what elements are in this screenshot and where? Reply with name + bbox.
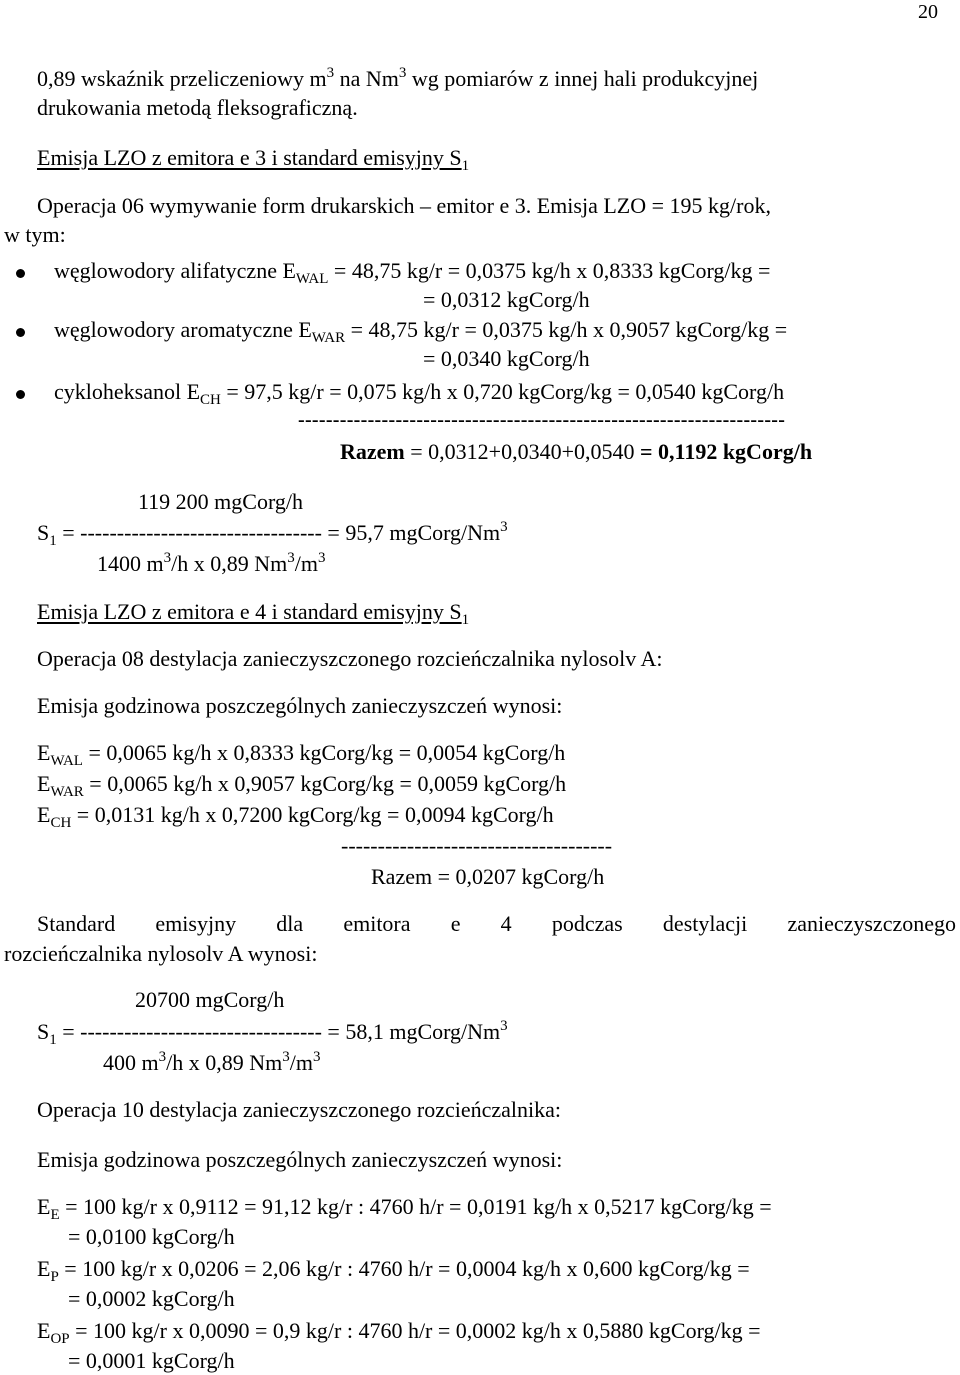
row-e-result: = 0,0100 kgCorg/h <box>68 1224 235 1249</box>
row-op-result: = 0,0001 kgCorg/h <box>68 1348 235 1373</box>
row-wal: $E_{WAL} = 0,0065$ kg/h x 0,8333 kgCorg/kg = 0,0054 kgCorg/h <box>37 740 566 769</box>
section-heading-e3: Emisja LZO z emitora e 3 i standard emisyjny $S_1$ <box>37 145 470 174</box>
fraction-line: $S_1$ = --------------------------------- = 95,7 mgCorg/Nm$^3$ <box>37 519 508 549</box>
hourly-emission-label: Emisja godzinowa poszczególnych zanieczyszczeń wynosi: <box>37 693 563 718</box>
item-war-result: = 0,0340 kgCorg/h <box>423 346 590 371</box>
fraction-numerator: 20700 mgCorg/h <box>135 987 285 1012</box>
row-op: $E_{OP} = 100$ kg/r x 0,0090 = 0,9 kg/r : 4760 h/r = 0,0002 kg/h x 0,5880 kgCorg/kg = <box>37 1318 761 1347</box>
intro-line-1: 0,89 wskaźnik przeliczeniowy $m^3$ na Nm$^3$ wg pomiarów z innej hali produkcyjnej <box>37 65 759 91</box>
hourly-emission-label: Emisja godzinowa poszczególnych zanieczyszczeń wynosi: <box>37 1147 563 1172</box>
page-number: 20 <box>918 1 938 23</box>
fraction-denominator: 1400 $m^3/h$ x 0,89 $Nm^3/m^3$ <box>97 550 326 576</box>
item-war: węglowodory aromatyczne $E_{WAR} = 48,75$ kg/r = 0,0375 kg/h x 0,9057 kgCorg/kg = <box>54 317 788 346</box>
section-heading-e4: Emisja LZO z emitora e 4 i standard emisyjny $S_1$ <box>37 599 470 628</box>
fraction-numerator: 119 200 mgCorg/h <box>138 489 304 514</box>
operation-06: Operacja 06 wymywanie form drukarskich – emitor e 3. Emisja LZO = 195 kg/rok, <box>37 193 771 218</box>
bullet-icon <box>16 390 25 399</box>
operation-08: Operacja 08 destylacja zanieczyszczonego rozcieńczalnika nylosolv A: <box>37 646 663 671</box>
fraction-line: $S_1$ = --------------------------------- = 58,1 mgCorg/Nm$^3$ <box>37 1018 508 1048</box>
item-ch: cykloheksanol $E_{CH} = 97,5$ kg/r = 0,075 kg/h x 0,720 kgCorg/kg = 0,0540 kgCorg/h <box>54 379 785 408</box>
item-wal: węglowodory alifatyczne $E_{WAL} = 48,75$ kg/r = 0,0375 kg/h x 0,8333 kgCorg/kg = <box>54 258 771 287</box>
sum-e3: Razem = 0,0312+0,0340+0,0540 = 0,1192 kgCorg/h <box>340 439 813 464</box>
fraction-denominator: 400 $m^3/h$ x 0,89 $Nm^3/m^3$ <box>103 1049 321 1075</box>
sum-divider: ---------------------------------------------------------------------- <box>298 409 786 431</box>
row-ch: $E_{CH} = 0,0131$ kg/h x 0,7200 kgCorg/kg = 0,0094 kgCorg/h <box>37 802 554 831</box>
sum-divider: ------------------------------------- <box>341 833 613 858</box>
row-p: $E_P = 100$ kg/r x 0,0206 = 2,06 kg/r : 4760 h/r = 0,0004 kg/h x 0,600 kgCorg/kg = <box>37 1256 750 1285</box>
including-label: w tym: <box>4 222 66 247</box>
operation-10: Operacja 10 destylacja zanieczyszczonego rozcieńczalnika: <box>37 1097 562 1122</box>
row-e: $E_E = 100$ kg/r x 0,9112 = 91,12 kg/r : 4760 h/r = 0,0191 kg/h x 0,5217 kgCorg/kg = <box>37 1194 772 1223</box>
standard-line-1: Standard emisyjny dla emitora e 4 podczas destylacji zanieczyszczonego <box>37 911 956 936</box>
intro-line-2: drukowania metodą fleksograficzną. <box>37 95 358 120</box>
row-p-result: = 0,0002 kgCorg/h <box>68 1286 235 1311</box>
standard-line-2: rozcieńczalnika nylosolv A wynosi: <box>4 941 318 966</box>
item-wal-result: = 0,0312 kgCorg/h <box>423 287 590 312</box>
row-war: $E_{WAR} = 0,0065$ kg/h x 0,9057 kgCorg/kg = 0,0059 kgCorg/h <box>37 771 567 800</box>
bullet-icon <box>16 269 25 278</box>
bullet-icon <box>16 328 25 337</box>
sum-e4: Razem = 0,0207 kgCorg/h <box>371 864 605 889</box>
